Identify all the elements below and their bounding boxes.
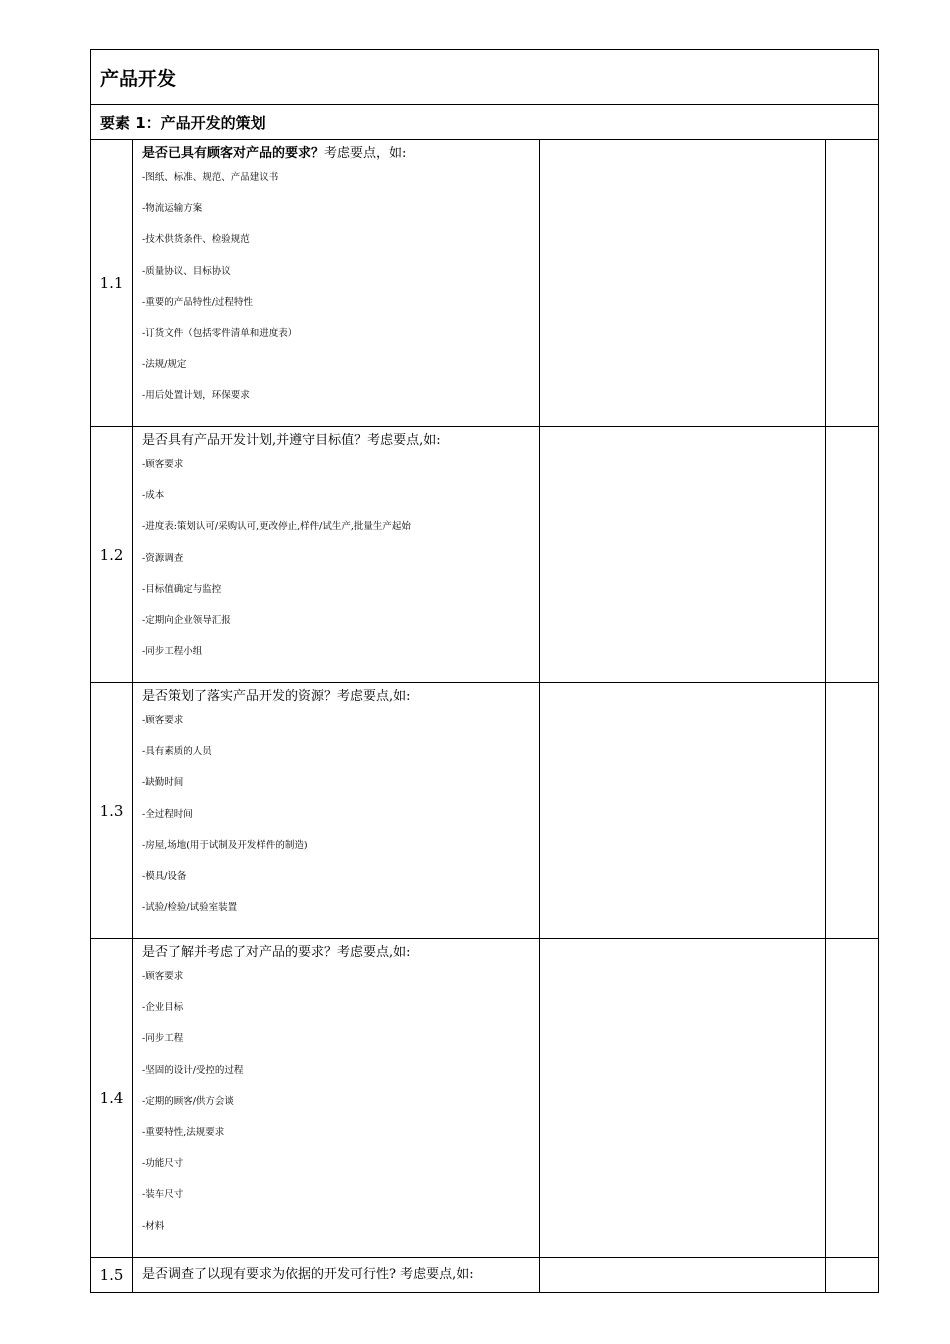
question-text: 是否了解并考虑了对产品的要求？考虑要点,如: [142,945,411,960]
consideration-item: -图纸、标准、规范、产品建议书 [142,172,279,183]
remarks-cell[interactable] [540,140,826,427]
question-number: 1.2 [91,427,133,683]
consideration-item: -定期的顾客/供方会谈 [142,1095,234,1107]
consideration-item: -顾客要求 [142,459,184,470]
consideration-item: -模具/设备 [142,870,187,882]
consideration-item: -技术供货条件、检验规范 [142,234,250,246]
consideration-list [142,705,539,923]
question-text: 是否调查了以现有要求为依据的开发可行性? 考虑要点,如: [142,1267,474,1282]
question-content [133,140,540,427]
question-bold-text: 是否已具有顾客对产品的要求？ [142,146,325,161]
question-row [91,1258,879,1293]
question-text: 是否策划了落实产品开发的资源？考虑要点,如: [142,689,411,704]
question-text: 是否具有产品开发计划,并遵守目标值？考虑要点,如: [142,433,441,448]
consideration-item: -房屋,场地(用于试制及开发样件的制造) [142,839,308,851]
remarks-cell[interactable] [540,427,826,683]
consideration-item: -资源调查 [142,552,184,564]
remarks-cell[interactable] [540,683,826,939]
consideration-item: -功能尺寸 [142,1158,184,1170]
question-number: 1.3 [91,683,133,939]
question-row [91,427,879,683]
consideration-item: -试验/检验/试验室装置 [142,902,238,914]
consideration-item: -顾客要求 [142,715,184,726]
question-text [142,144,539,164]
consideration-item: -顾客要求 [142,971,184,982]
consideration-item: -质量协议、目标协议 [142,265,231,277]
consideration-item: -目标值确定与监控 [142,583,222,595]
question-content [133,1258,540,1293]
consideration-item: -进度表:策划认可/采购认可,更改停止,样件/试生产,批量生产起始 [142,521,411,533]
consideration-list [142,449,539,667]
question-row [91,939,879,1258]
consideration-item: -企业目标 [142,1002,184,1014]
question-rest-text: 考虑要点，如: [324,146,407,161]
consideration-list [142,961,539,1242]
question-row [91,683,879,939]
title-row [91,50,879,105]
question-content [133,683,540,939]
question-content [133,939,540,1258]
consideration-item: -法规/规定 [142,359,187,371]
consideration-item: -物流运输方案 [142,203,203,215]
question-content [133,427,540,683]
consideration-item: -全过程时间 [142,808,193,820]
rating-cell[interactable] [826,683,879,939]
consideration-item: -定期向企业领导汇报 [142,614,231,626]
rating-cell[interactable] [826,140,879,427]
element-title: 要素 1：产品开发的策划 [91,105,879,140]
consideration-list [142,162,539,412]
consideration-item: -同步工程小组 [142,646,203,658]
consideration-item: -重要的产品特性/过程特性 [142,296,253,308]
consideration-item: -重要特性,法规要求 [142,1126,225,1138]
section-title: 产品开发 [91,50,879,105]
question-number: 1.1 [91,140,133,427]
consideration-item: -坚固的设计/受控的过程 [142,1064,244,1076]
question-number: 1.5 [91,1258,133,1293]
remarks-cell[interactable] [540,1258,826,1293]
question-row [91,140,879,427]
consideration-item: -同步工程 [142,1033,184,1045]
remarks-cell[interactable] [540,939,826,1258]
consideration-item: -材料 [142,1220,165,1232]
consideration-item: -用后处置计划，环保要求 [142,390,250,402]
consideration-item: -装车尺寸 [142,1189,184,1201]
element-row [91,105,879,140]
consideration-item: -缺勤时间 [142,777,184,789]
audit-checklist-table [90,49,879,1293]
rating-cell[interactable] [826,427,879,683]
rating-cell[interactable] [826,1258,879,1293]
question-number: 1.4 [91,939,133,1258]
consideration-item: -具有素质的人员 [142,746,212,758]
consideration-item: -订货文件（包括零件清单和进度表） [142,327,298,339]
rating-cell[interactable] [826,939,879,1258]
consideration-item: -成本 [142,490,165,502]
